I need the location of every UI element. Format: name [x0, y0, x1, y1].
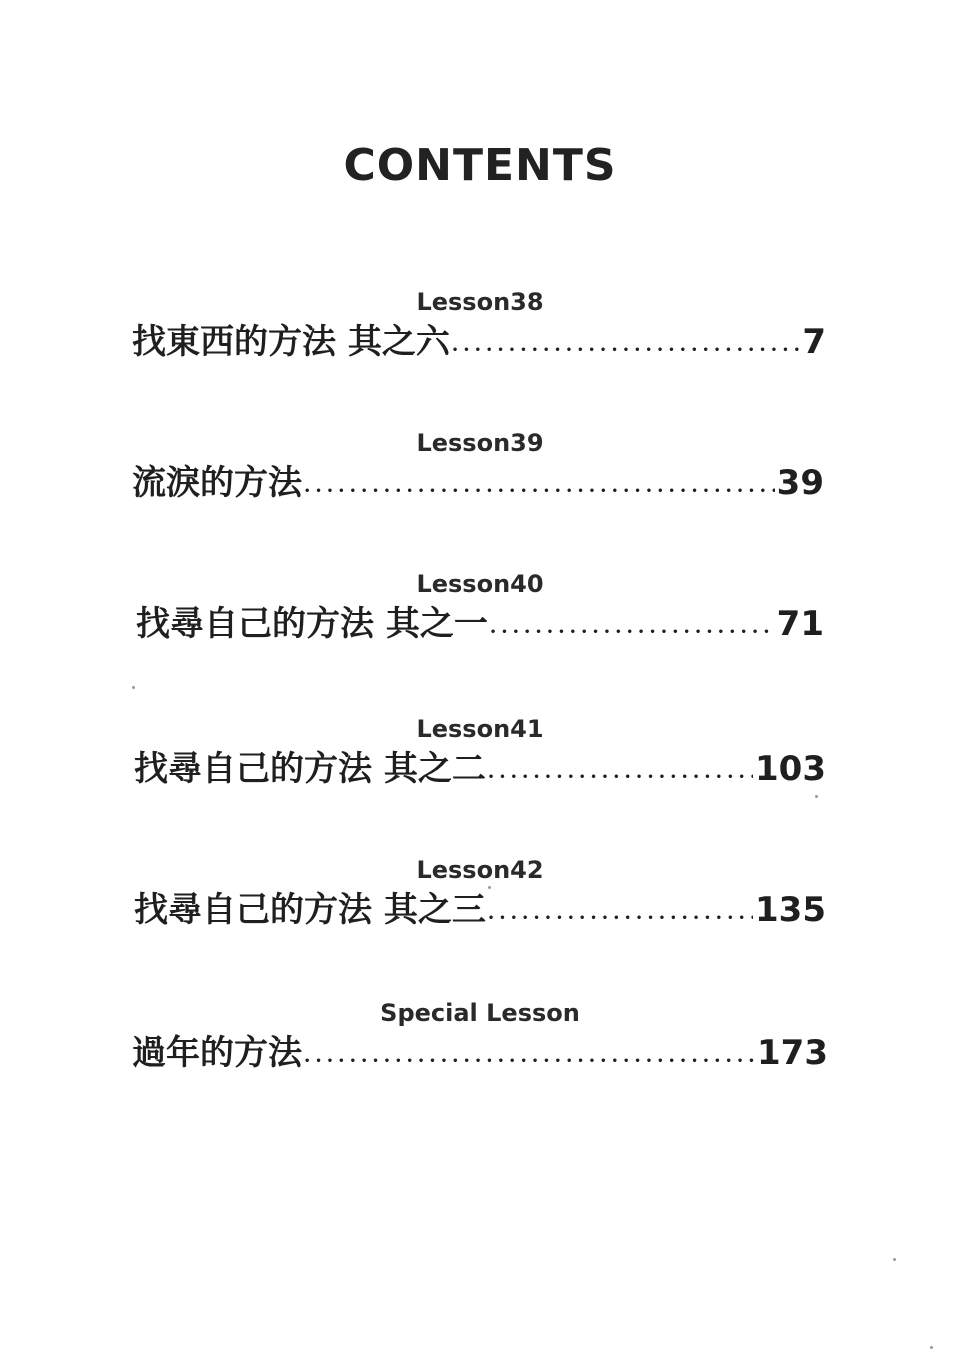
dot-leader [488, 899, 753, 927]
lesson-label: Lesson40 [416, 570, 544, 598]
page-number: 7 [802, 322, 826, 362]
chapter-title: 找尋自己的方法 其之二 [134, 749, 486, 789]
toc-line [136, 596, 824, 645]
lesson-label: Lesson42 [416, 856, 544, 884]
page-number: 71 [776, 604, 824, 644]
chapter-title: 找尋自己的方法 其之三 [134, 890, 486, 930]
dot-leader [490, 613, 775, 641]
scan-speck [488, 886, 491, 889]
page-number: 39 [776, 463, 824, 503]
chapter-title: 找東西的方法 其之六 [132, 322, 450, 362]
lesson-label: Special Lesson [380, 999, 580, 1027]
scan-speck [815, 795, 818, 798]
dot-leader [488, 758, 753, 786]
toc-line [132, 314, 826, 363]
dot-leader [304, 472, 775, 500]
page-title: CONTENTS [343, 140, 617, 191]
toc-line [132, 455, 824, 504]
chapter-title: 流淚的方法 [132, 463, 302, 503]
toc-line [132, 1025, 828, 1074]
toc-line [134, 882, 826, 931]
chapter-title: 過年的方法 [132, 1033, 302, 1073]
page-number: 135 [755, 890, 826, 930]
lesson-label: Lesson38 [416, 288, 544, 316]
lesson-label: Lesson41 [416, 715, 544, 743]
page-number: 173 [757, 1033, 828, 1073]
chapter-title: 找尋自己的方法 其之一 [136, 604, 488, 644]
dot-leader [304, 1042, 755, 1070]
dot-leader [452, 331, 800, 359]
lesson-label: Lesson39 [416, 429, 544, 457]
scan-speck [132, 686, 135, 689]
scan-speck [930, 1346, 933, 1349]
page-number: 103 [755, 749, 826, 789]
scan-speck [893, 1258, 896, 1261]
toc-line [134, 741, 826, 790]
